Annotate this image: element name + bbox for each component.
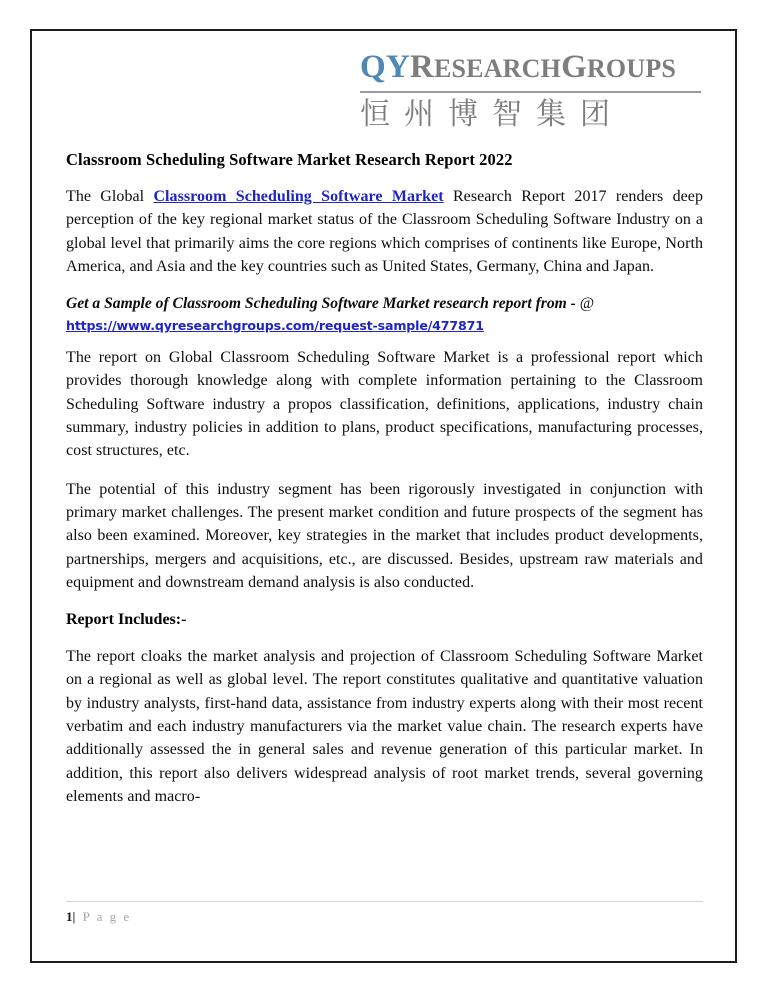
paragraph-potential: The potential of this industry segment has been rigorously investigated in conjunction with primary market challenges. The present market condition and future prospects of the segment has also been examined. Moreover, key strategies in the market that includes product developments, partnerships, mergers and acquisitions, etc., are discussed. Besides, upstream raw materials and equipment and downstream demand analysis is also conducted.: [66, 480, 703, 591]
logo-divider-line: [360, 91, 701, 93]
logo-wordmark: [360, 47, 703, 89]
footer-separator: |: [72, 909, 78, 924]
paragraph-report-includes-body: The report cloaks the market analysis and projection of Classroom Scheduling Software Market on a regional as well as global level. The report constitutes qualitative and quantitative valuation by industry analysts, first-hand data, assistance from industry experts along with their most recent verbatim and each industry manufacturers via the market value chain. The research experts have additionally assessed the in general sales and revenue generation of this particular market. In addition, this report also delivers widespread analysis of root market trends, several governing elements and macro-: [66, 648, 703, 805]
footer-page-label: P a g e: [82, 909, 132, 924]
sample-request-label: Get a Sample of Classroom Scheduling Software Market research report from -: [66, 295, 580, 313]
sample-request-url-link[interactable]: https://www.qyresearchgroups.com/request-sample/477871: [66, 318, 484, 334]
footer-page-indicator: [66, 909, 703, 925]
footer-divider: [66, 901, 703, 902]
document-body: [66, 143, 703, 808]
page-title: Classroom Scheduling Software Market Research Report 2022: [66, 150, 513, 169]
logo-chinese-text: 恒州博智集团: [360, 97, 624, 132]
paragraph-report-overview: The report on Global Classroom Scheduling Software Market is a professional report which provides thorough knowledge along with complete information pertaining to the Classroom Scheduling Software industry a propos classification, definitions, applications, industry chain summary, industry policies in addition to plans, product specifications, manufacturing processes, cost structures, etc.: [66, 349, 703, 460]
page-footer: [66, 901, 703, 925]
paragraph-intro-suffix: Research Report 2017 renders deep perception of the key regional market status of the Classroom Scheduling Software Industry on a global level that primarily aims the core regions which comprises of continents like Europe, North America, and Asia and the key countries such as United States, Germany, China and Japan.: [66, 188, 703, 275]
company-logo: [66, 31, 703, 143]
at-symbol: @: [579, 295, 595, 313]
sample-request-heading: [66, 293, 703, 315]
logo-researchgroups-text: RESEARCHGROUPS: [409, 49, 677, 85]
document-page: [30, 29, 737, 963]
logo-wrapper: [358, 47, 703, 134]
paragraph-intro-prefix: The Global: [66, 188, 154, 205]
page-content-area: [32, 31, 735, 961]
section-heading-report-includes: Report Includes:-: [66, 611, 187, 629]
paragraph-intro: [66, 185, 703, 278]
market-report-link[interactable]: Classroom Scheduling Software Market: [153, 188, 444, 205]
footer-page-number: 1: [66, 909, 73, 924]
logo-qy-text: QY: [360, 49, 410, 85]
